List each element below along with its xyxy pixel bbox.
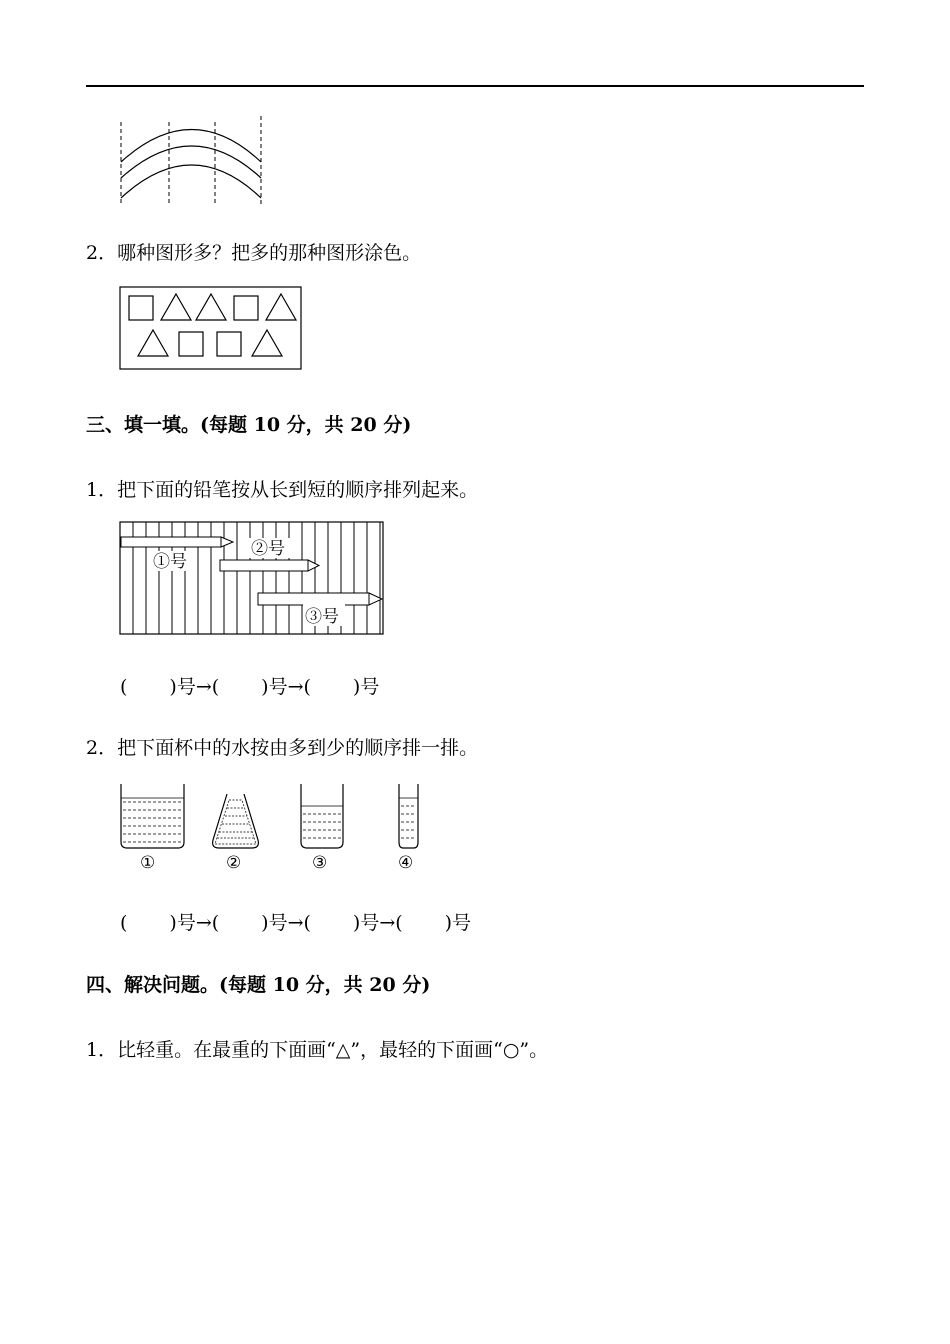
- answer-paren: (: [120, 676, 128, 698]
- s3-q2-answer[interactable]: [120, 908, 471, 935]
- cup-label-3: ③: [312, 853, 328, 873]
- triangle-shape: [161, 294, 191, 320]
- pencil-label-1: ①号: [153, 552, 187, 572]
- cup-3: [301, 784, 343, 848]
- answer-paren: (: [120, 912, 128, 934]
- pencil-2: [220, 560, 319, 571]
- answer-suffix: )号: [444, 912, 472, 934]
- cup-label-4: ④: [398, 853, 414, 873]
- square-shape: [217, 332, 241, 356]
- arch-figure: [112, 112, 272, 208]
- cup-2: [213, 794, 259, 848]
- answer-arrow: )号→(: [261, 912, 311, 934]
- s3-q1-answer[interactable]: [120, 672, 379, 699]
- top-rule: [86, 85, 864, 87]
- answer-arrow: )号→(: [169, 912, 220, 934]
- answer-suffix: )号: [352, 676, 380, 698]
- triangle-shape: [266, 294, 296, 320]
- pencil-1: [121, 537, 233, 547]
- answer-arrow: )号→(: [261, 676, 311, 698]
- cup-label-1: ①: [140, 853, 156, 873]
- triangle-shape: [196, 294, 226, 320]
- q2-shapes-question: 2．哪种图形多？把多的那种图形涂色。: [86, 242, 422, 264]
- pencil-figure: [119, 521, 385, 637]
- triangle-shape: [252, 330, 282, 356]
- pencil-3: [258, 593, 382, 605]
- cup-4: [399, 784, 418, 848]
- shapes-box: [119, 286, 303, 371]
- s3-q1-question: 1．把下面的铅笔按从长到短的顺序排列起来。: [86, 479, 479, 501]
- section3-heading: 三、填一填。(每题 10 分，共 20 分): [86, 414, 412, 436]
- square-shape: [129, 296, 153, 320]
- triangle-shape: [138, 330, 168, 356]
- square-shape: [234, 296, 258, 320]
- s4-q1-question: 1．比轻重。在最重的下面画“△”，最轻的下面画“○”。: [86, 1039, 549, 1061]
- square-shape: [179, 332, 203, 356]
- section4-heading: 四、解决问题。(每题 10 分，共 20 分): [86, 974, 431, 996]
- pencil-label-2: ②号: [251, 539, 285, 559]
- cup-1: [121, 784, 184, 848]
- answer-arrow: )号→(: [352, 912, 403, 934]
- s3-q2-question: 2．把下面杯中的水按由多到少的顺序排一排。: [86, 737, 479, 759]
- pencil-label-3: ③号: [305, 607, 339, 627]
- answer-arrow: )号→(: [169, 676, 220, 698]
- cup-label-2: ②: [226, 853, 242, 873]
- cups-figure: [112, 780, 432, 876]
